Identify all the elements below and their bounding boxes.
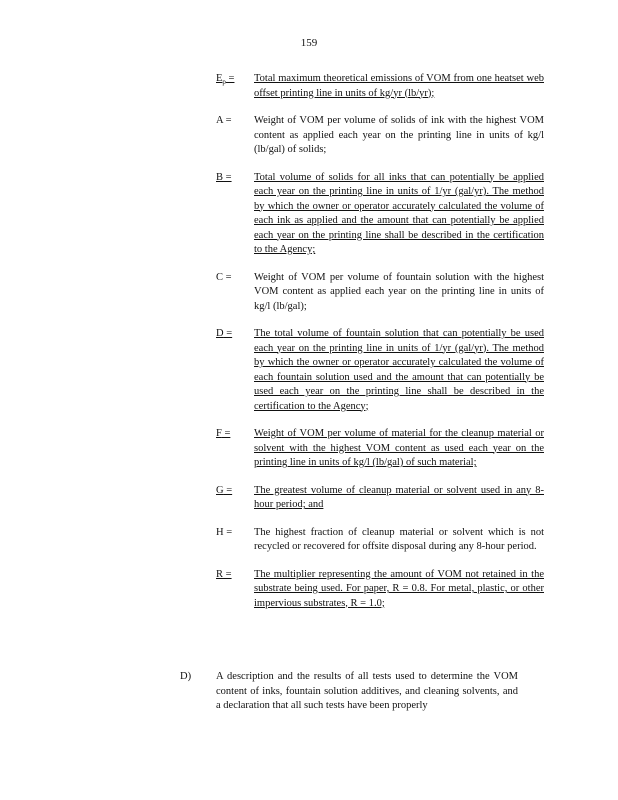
definition-g [216, 484, 546, 513]
definition-d [216, 327, 546, 414]
definition-text: The highest fraction of cleanup material or solvent which is not recycled or recovered for offsite disposal during any 8-hour period. [254, 526, 544, 552]
definition-text: The greatest volume of cleanup material or solvent used in any 8-hour period; and [254, 484, 544, 510]
equals-sign: = [223, 115, 232, 126]
item-d-text: A description and the results of all tests used to determine the VOM content of inks, fountain solution additives, and cleaning solvents, and a declaration that all such tests have been properly [216, 671, 518, 711]
definition-f [216, 427, 546, 471]
definition-symbol [216, 568, 254, 612]
symbol-letter: G [216, 484, 224, 496]
equals-sign: = [223, 568, 232, 580]
page-number: 159 [300, 37, 318, 49]
definition-symbol [216, 484, 254, 513]
definition-symbol [216, 72, 254, 101]
definition-r [216, 568, 546, 612]
definition-b [216, 171, 546, 258]
definition-symbol [216, 427, 254, 471]
definition-a [216, 114, 546, 158]
symbol-letter: C [216, 271, 224, 283]
definition-symbol [216, 114, 254, 158]
equals-sign: = [223, 484, 233, 496]
symbol-letter: R [216, 568, 224, 580]
definition-text: Weight of VOM per volume of solids of ink with the highest VOM content as applied each year on the printing line in units of kg/l (lb/gal) of solids; [254, 115, 544, 155]
definition-text: Weight of VOM per volume of fountain solution with the highest VOM content as applied each year on the printing line in units of kg/l (lb/gal); [254, 271, 544, 312]
definitions-list [216, 72, 546, 624]
equals-sign: = [223, 271, 232, 283]
equals-sign: = [223, 328, 233, 339]
definition-text: Weight of VOM per volume of material for the cleanup material or solvent with the highest VOM content as used each year on the printing line in units of kg/l (lb/gal) of such material; [254, 428, 544, 468]
symbol-subscript: p [222, 78, 226, 87]
equals-sign: = [223, 171, 232, 183]
definition-text: The multiplier representing the amount of VOM not retained in the substrate being used. For paper, R = 0.8. For metal, plastic, or other impervious substrates, R = 1.0; [254, 568, 544, 609]
definition-h [216, 526, 546, 555]
equals-sign: = [223, 526, 233, 538]
item-d-label: D) [180, 671, 192, 682]
definition-symbol [216, 171, 254, 258]
equals-sign: = [221, 428, 231, 439]
symbol-letter: B [216, 171, 224, 183]
definition-symbol [216, 271, 254, 315]
definition-symbol [216, 526, 254, 555]
symbol-letter: H [216, 526, 224, 538]
item-d [180, 670, 520, 714]
definition-e [216, 72, 546, 101]
definition-text: The total volume of fountain solution that can potentially be used each year on the printing line in units of 1/yr (gal/yr). The method by which the owner or operator accurately calculated the volume of each fountain solution used and the amount that can potentially be used each year on the printing line shall be described in the certification to the Agency; [254, 328, 544, 412]
symbol-letter: E [216, 73, 223, 84]
definition-text: Total maximum theoretical emissions of VOM from one heatset web offset printing line in units of kg/yr (lb/yr); [254, 73, 544, 99]
symbol-letter: D [216, 328, 224, 339]
definition-c [216, 271, 546, 315]
symbol-letter: F [216, 428, 222, 439]
equals-sign: = [225, 73, 235, 84]
definition-text: Total volume of solids for all inks that can potentially be applied each year on the printing line in units of 1/yr (gal/yr). The method by which the owner or operator accurately calculated the volume of each ink as applied and the amount that can potentially be applied each year on the printing line shall be described in the certification to the Agency; [254, 171, 544, 255]
definition-symbol [216, 327, 254, 414]
symbol-letter: A [216, 115, 224, 126]
